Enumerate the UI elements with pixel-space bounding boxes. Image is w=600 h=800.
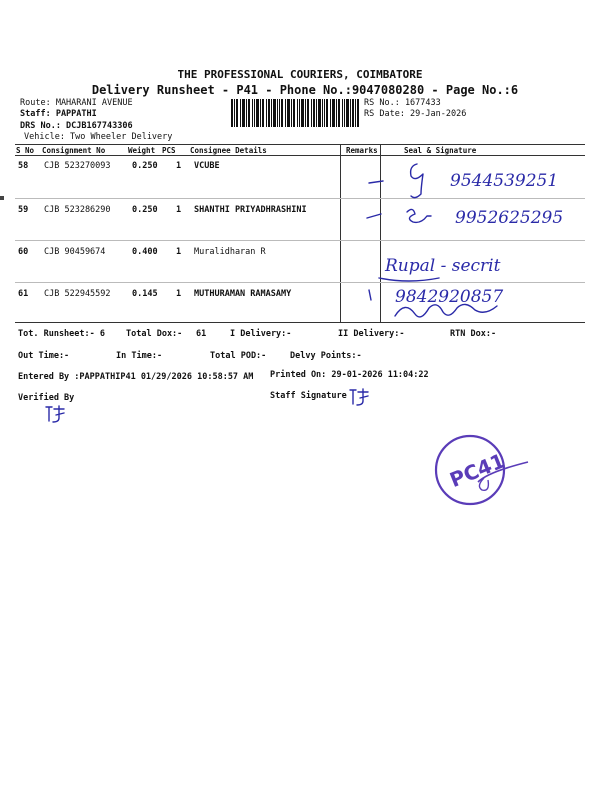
- row-consignment: CJB 522945592: [44, 289, 111, 299]
- remark-dash: [367, 214, 381, 218]
- runsheet-title: Delivery Runsheet - P41 - Phone No.:9047080280 - Page No.:6: [91, 83, 519, 97]
- row-weight: 0.250: [132, 205, 158, 215]
- staff-signature-label: Staff Signature: [270, 391, 347, 401]
- scan-mark: [0, 196, 4, 200]
- printed-on: Printed On: 29-01-2026 11:04:22: [270, 370, 429, 380]
- col-consignee: Consignee Details: [190, 146, 267, 155]
- col-consignment: Consignment No: [42, 146, 106, 155]
- col-remarks: Remarks: [346, 146, 378, 155]
- total-dox-label: Total Dox:-: [126, 329, 183, 339]
- verified-by-initials: [42, 403, 72, 425]
- entered-by: Entered By :PAPPATHIP41 01/29/2026 10:58:57 AM: [18, 372, 254, 382]
- verified-by: Verified By: [18, 393, 75, 403]
- row-weight: 0.400: [132, 247, 158, 257]
- row-weight: 0.145: [132, 289, 158, 299]
- rs-no-label: RS No.: 1677433: [364, 98, 441, 108]
- row-consignment: CJB 90459674: [44, 247, 106, 257]
- stamp-text: PC41: [446, 448, 509, 493]
- row-consignee: MUTHURAMAN RAMASAMY: [194, 289, 292, 299]
- i-delivery: I Delivery:-: [230, 329, 292, 339]
- tot-runsheet: Tot. Runsheet:- 6: [18, 329, 105, 339]
- col-seal-signature: Seal & Signature: [404, 146, 477, 155]
- col-sno: S No: [16, 146, 35, 155]
- in-time: In Time:-: [116, 351, 163, 361]
- row-pcs: 1: [176, 161, 182, 171]
- row-sno: 60: [18, 247, 29, 257]
- row-weight: 0.250: [132, 161, 158, 171]
- delvy-points: Delvy Points:-: [290, 351, 362, 361]
- row-pcs: 1: [176, 247, 182, 257]
- row-sno: 58: [18, 161, 29, 171]
- remarks-divider: [340, 144, 341, 322]
- row-59-signature: 9952625295: [455, 208, 564, 228]
- col-weight: Weight: [128, 146, 156, 155]
- rtn-dox: RTN Dox:-: [450, 329, 497, 339]
- row-60-signature: Rupal - secrit: [385, 256, 501, 276]
- pc41-stamp: [428, 430, 533, 510]
- row-consignee: SHANTHI PRIYADHRASHINI: [194, 205, 307, 215]
- signature-underline: [379, 278, 439, 281]
- total-dox-value: 61: [196, 329, 207, 339]
- row-58-signature: 9544539251: [450, 171, 559, 191]
- vehicle-label: Vehicle: Two Wheeler Delivery: [24, 132, 173, 142]
- row-consignment: CJB 523270093: [44, 161, 111, 171]
- row-pcs: 1: [176, 289, 182, 299]
- col-pcs: PCS: [162, 146, 176, 155]
- company-title: THE PROFESSIONAL COURIERS, COIMBATORE: [177, 68, 423, 81]
- row-consignee: VCUBE: [194, 161, 220, 171]
- row-sno: 59: [18, 205, 29, 215]
- row-sno: 61: [18, 289, 29, 299]
- out-time: Out Time:-: [18, 351, 70, 361]
- row-consignee: Muralidharan R: [194, 247, 266, 257]
- row-61-signature: 9842920857: [395, 287, 504, 307]
- staff-signature-initials: [346, 386, 376, 408]
- table-top-rule: [15, 144, 585, 145]
- staff-label: Staff: PAPPATHI: [20, 109, 97, 119]
- rs-date-label: RS Date: 29-Jan-2026: [364, 109, 467, 119]
- barcode: [231, 99, 359, 127]
- signature-scribble: [411, 164, 423, 198]
- total-pod: Total POD:-: [210, 351, 267, 361]
- route-label: Route: MAHARANI AVENUE: [20, 98, 133, 108]
- remark-dash: [369, 290, 371, 300]
- ii-delivery: II Delivery:-: [338, 329, 405, 339]
- handwritten-signatures: [355, 156, 600, 326]
- signature-scribble: [407, 209, 431, 222]
- drs-label: DRS No.: DCJB167743306: [20, 121, 133, 131]
- remark-dash: [369, 181, 383, 183]
- row-consignment: CJB 523286290: [44, 205, 111, 215]
- row-pcs: 1: [176, 205, 182, 215]
